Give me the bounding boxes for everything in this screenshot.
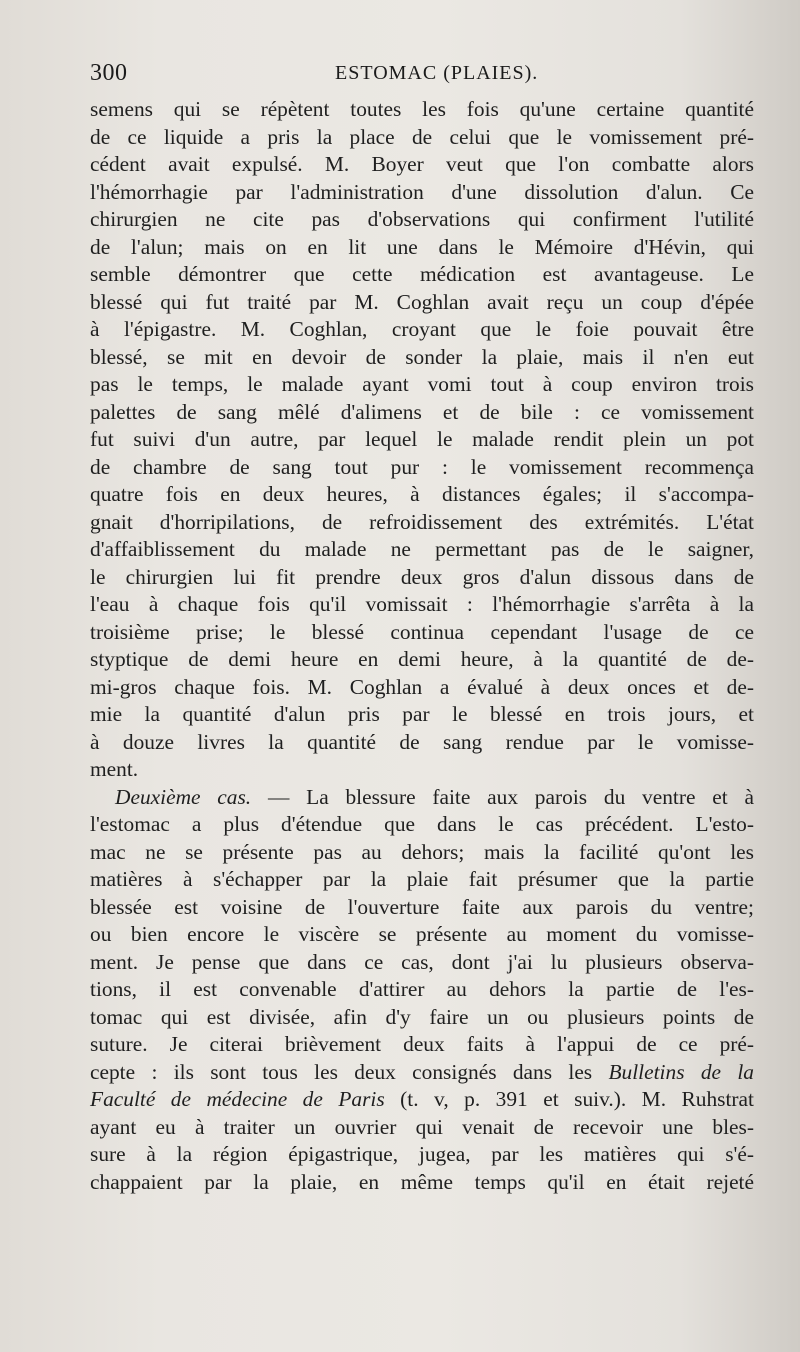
text-line: tions, il est convenable d'attirer au dehors la partie de l'es- (90, 977, 754, 1001)
text-line: suture. Je citerai brièvement deux faits à l'appui de ce pré- (90, 1032, 754, 1056)
text-line: sure à la région épigastrique, jugea, par les matières qui s'é- (90, 1142, 754, 1166)
body-text (90, 96, 754, 1196)
text-line: de ce liquide a pris la place de celui que le vomissement pré- (90, 124, 754, 149)
text-line (90, 784, 754, 812)
text-line: semble démontrer que cette médication est avantageuse. Le (90, 262, 754, 286)
running-title: ESTOMAC (PLAIES). (335, 62, 539, 84)
journal-title-part-1: Bulletins de la (608, 1059, 754, 1084)
text-line: troisième prise; le blessé continua cependant l'usage de ce (90, 619, 754, 644)
text-line: quatre fois en deux heures, à distances égales; il s'accompa- (90, 482, 754, 506)
text-line: cédent avait expulsé. M. Boyer veut que l'on combatte alors (90, 152, 754, 176)
text-line: chirurgien ne cite pas d'observations qui confirment l'utilité (90, 207, 754, 231)
text-line: à douze livres la quantité de sang rendue par le vomisse- (90, 729, 754, 754)
text-line: l'hémorrhagie par l'administration d'une dissolution d'alun. Ce (90, 179, 754, 204)
text-line: de chambre de sang tout pur : le vomissement recommença (90, 454, 754, 479)
text-line: mi-gros chaque fois. M. Coghlan a évalué à deux onces et de- (90, 674, 754, 699)
text-line: tomac qui est divisée, afin d'y faire un ou plusieurs points de (90, 1004, 754, 1029)
text-line: l'estomac a plus d'étendue que dans le cas précédent. L'esto- (90, 812, 754, 836)
text-line: styptique de demi heure en demi heure, à la quantité de de- (90, 647, 754, 671)
text-line: pas le temps, le malade ayant vomi tout à coup environ trois (90, 372, 754, 396)
case-heading: Deuxième cas. (115, 784, 252, 809)
page-number: 300 (90, 60, 128, 86)
text-line: blessé, se mit en devoir de sonder la plaie, mais il n'en eut (90, 344, 754, 369)
text-line: à l'épigastre. M. Coghlan, croyant que le foie pouvait être (90, 317, 754, 341)
text-line: mac ne se présente pas au dehors; mais la facilité qu'ont les (90, 839, 754, 864)
text-line: ayant eu à traiter un ouvrier qui venait de recevoir une bles- (90, 1114, 754, 1139)
text-line: ment. (90, 757, 139, 781)
journal-title-part-2: Faculté de médecine de Paris (90, 1087, 385, 1111)
text-line: chappaient par la plaie, en même temps qu'il en était rejeté (90, 1169, 754, 1194)
page-header (90, 60, 754, 94)
text-line: fut suivi d'un autre, par lequel le malade rendit plein un pot (90, 427, 754, 451)
text-line (90, 1059, 754, 1087)
text-line: ment. Je pense que dans ce cas, dont j'ai lu plusieurs observa- (90, 949, 754, 974)
text-line: matières à s'échapper par la plaie fait présumer que la partie (90, 867, 754, 891)
text-line: blessée est voisine de l'ouverture faite aux parois du ventre; (90, 894, 754, 919)
text-line: blessé qui fut traité par M. Coghlan avait reçu un coup d'épée (90, 289, 754, 314)
paragraph-1 (90, 96, 754, 784)
text-line: gnait d'horripilations, de refroidissement des extrémités. L'état (90, 509, 754, 534)
text-line: de l'alun; mais on en lit une dans le Mémoire d'Hévin, qui (90, 234, 754, 259)
paragraph-2 (90, 784, 754, 1197)
text-line: semens qui se répètent toutes les fois qu'une certaine quantité (90, 97, 754, 121)
text-fragment: (t. v, p. 391 et suiv.). M. Ruhstrat (384, 1087, 754, 1111)
text-line: ou bien encore le viscère se présente au moment du vomisse- (90, 922, 754, 946)
text-line: d'affaiblissement du malade ne permettant pas de le saigner, (90, 537, 754, 561)
text-line: l'eau à chaque fois qu'il vomissait : l'hémorrhagie s'arrêta à la (90, 592, 754, 616)
text-line (90, 1086, 754, 1114)
text-fragment: — La blessure faite aux parois du ventre et à (251, 784, 754, 809)
text-line: le chirurgien lui fit prendre deux gros d'alun dissous dans de (90, 564, 754, 589)
text-line: mie la quantité d'alun pris par le blessé en trois jours, et (90, 702, 754, 726)
text-fragment: cepte : ils sont tous les deux consignés dans les (90, 1059, 593, 1084)
text-line: palettes de sang mêlé d'alimens et de bile : ce vomissement (90, 399, 754, 424)
